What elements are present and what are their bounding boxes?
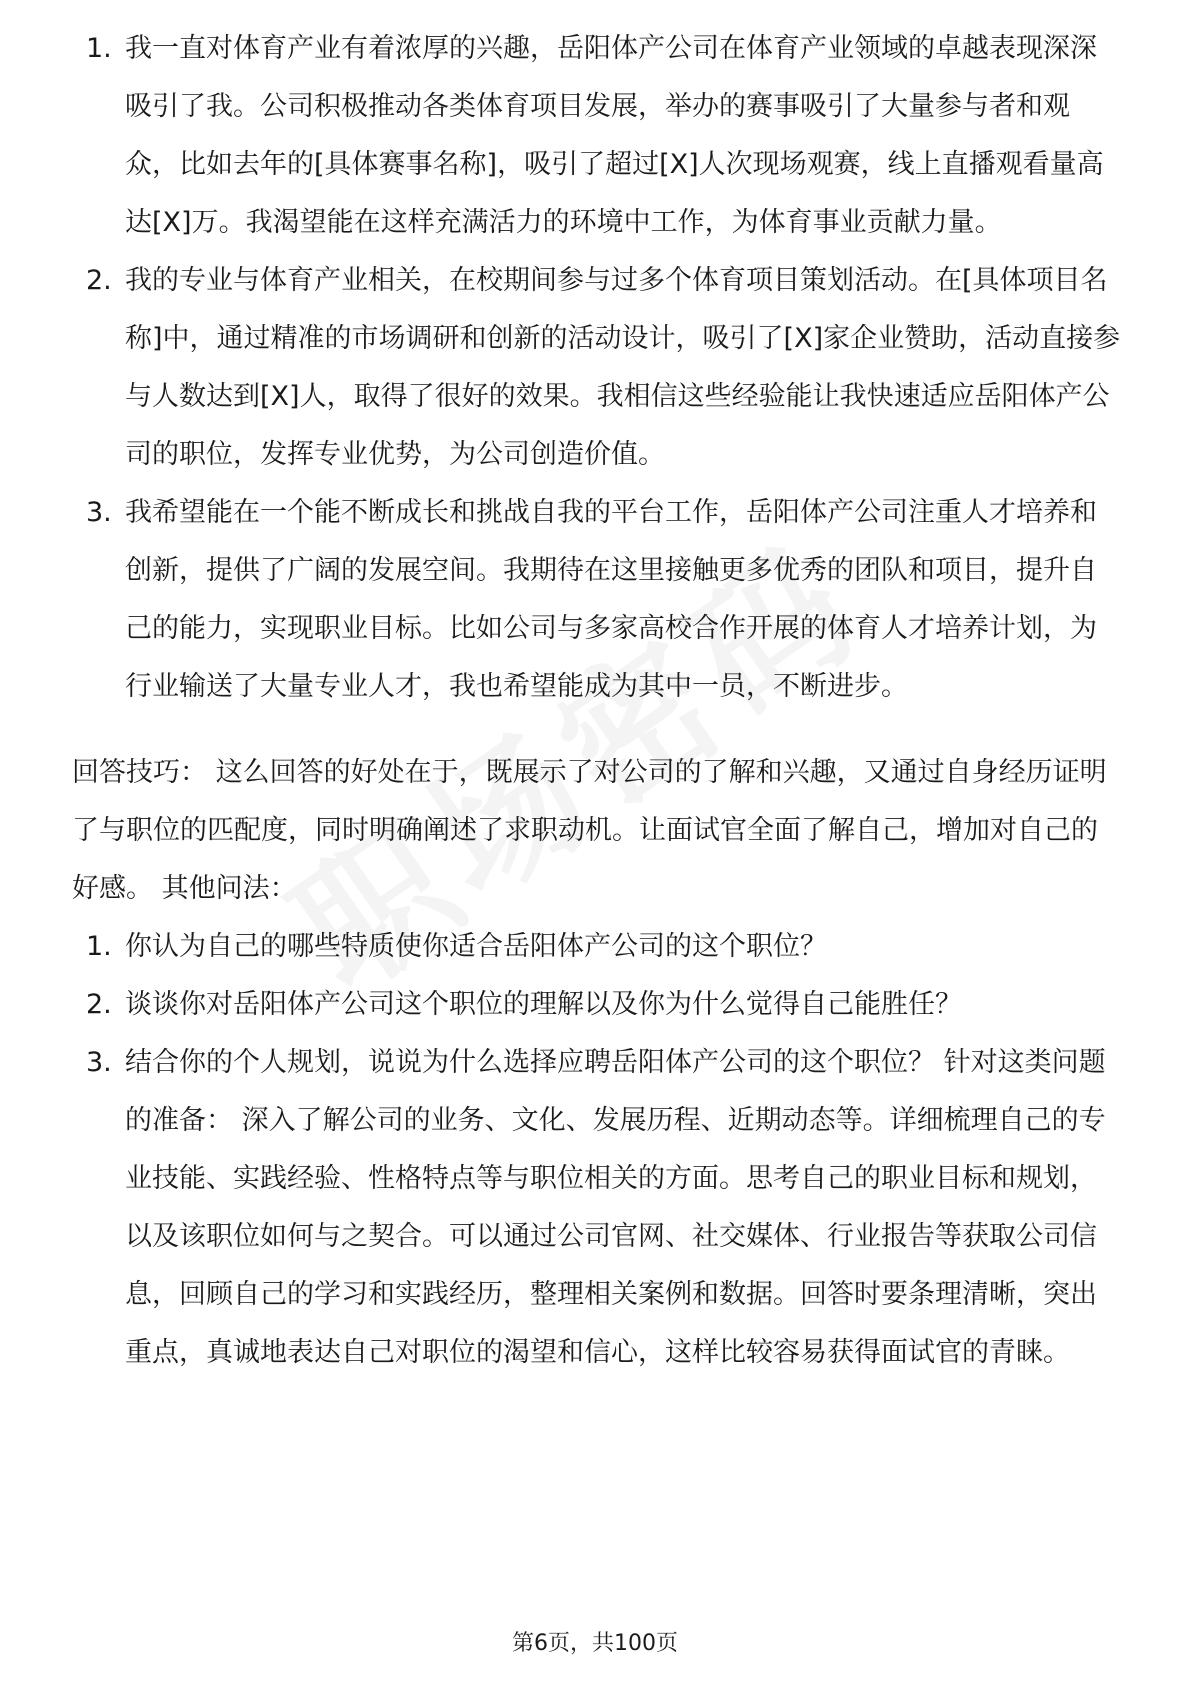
answer-list: [72, 20, 1122, 716]
list-item: [72, 20, 1122, 252]
list-text: 我的专业与体育产业相关，在校期间参与过多个体育项目策划活动。在[具体项目名称]中，通过精准的市场调研和创新的活动设计，吸引了[X]家企业赞助，活动直接参与人数达到[X]人，取得了很好的效果。我相信这些经验能让我快速适应岳阳体产公司的职位，发挥专业优势，为公司创造价值。: [125, 265, 1121, 470]
list-item: [72, 1034, 1122, 1382]
list-text: 我希望能在一个能不断成长和挑战自我的平台工作，岳阳体产公司注重人才培养和创新，提供了广阔的发展空间。我期待在这里接触更多优秀的团队和项目，提升自己的能力，实现职业目标。比如公司与多家高校合作开展的体育人才培养计划，为行业输送了大量专业人才，我也希望能成为其中一员，不断进步。: [125, 497, 1097, 702]
list-number: 3.: [86, 497, 112, 528]
list-item: [72, 918, 1122, 976]
list-text: 谈谈你对岳阳体产公司这个职位的理解以及你为什么觉得自己能胜任？: [125, 989, 962, 1020]
list-text: 我一直对体育产业有着浓厚的兴趣，岳阳体产公司在体育产业领域的卓越表现深深吸引了我。公司积极推动各类体育项目发展，举办的赛事吸引了大量参与者和观众，比如去年的[具体赛事名称]，吸引了超过[X]人次现场观赛，线上直播观看量高达[X]万。我渴望能在这样充满活力的环境中工作，为体育事业贡献力量。: [125, 33, 1104, 238]
list-item: [72, 252, 1122, 484]
other-questions-list: [72, 918, 1122, 1382]
list-number: 1.: [86, 931, 112, 962]
answer-tips-paragraph: 回答技巧： 这么回答的好处在于，既展示了对公司的了解和兴趣，又通过自身经历证明了与职位的匹配度，同时明确阐述了求职动机。让面试官全面了解自己，增加对自己的好感。 其他问法：: [72, 757, 1107, 904]
list-item: [72, 976, 1122, 1034]
list-number: 2.: [86, 989, 112, 1020]
list-text: 结合你的个人规划，说说为什么选择应聘岳阳体产公司的这个职位？ 针对这类问题的准备： 深入了解公司的业务、文化、发展历程、近期动态等。详细梳理自己的专业技能、实践经验、性格特点等与职位相关的方面。思考自己的职业目标和规划，以及该职位如何与之契合。可以通过公司官网、社交媒体、行业报告等获取公司信息，回顾自己的学习和实践经历，整理相关案例和数据。回答时要条理清晰，突出重点，真诚地表达自己对职位的渴望和信心，这样比较容易获得面试官的青睐。: [125, 1047, 1106, 1368]
list-number: 1.: [86, 33, 112, 64]
list-number: 3.: [86, 1047, 112, 1078]
list-item: [72, 484, 1122, 716]
list-number: 2.: [86, 265, 112, 296]
page-footer: 第6页，共100页: [512, 1631, 678, 1656]
page-content: [72, 30, 1122, 1382]
list-text: 你认为自己的哪些特质使你适合岳阳体产公司的这个职位？: [125, 931, 827, 962]
